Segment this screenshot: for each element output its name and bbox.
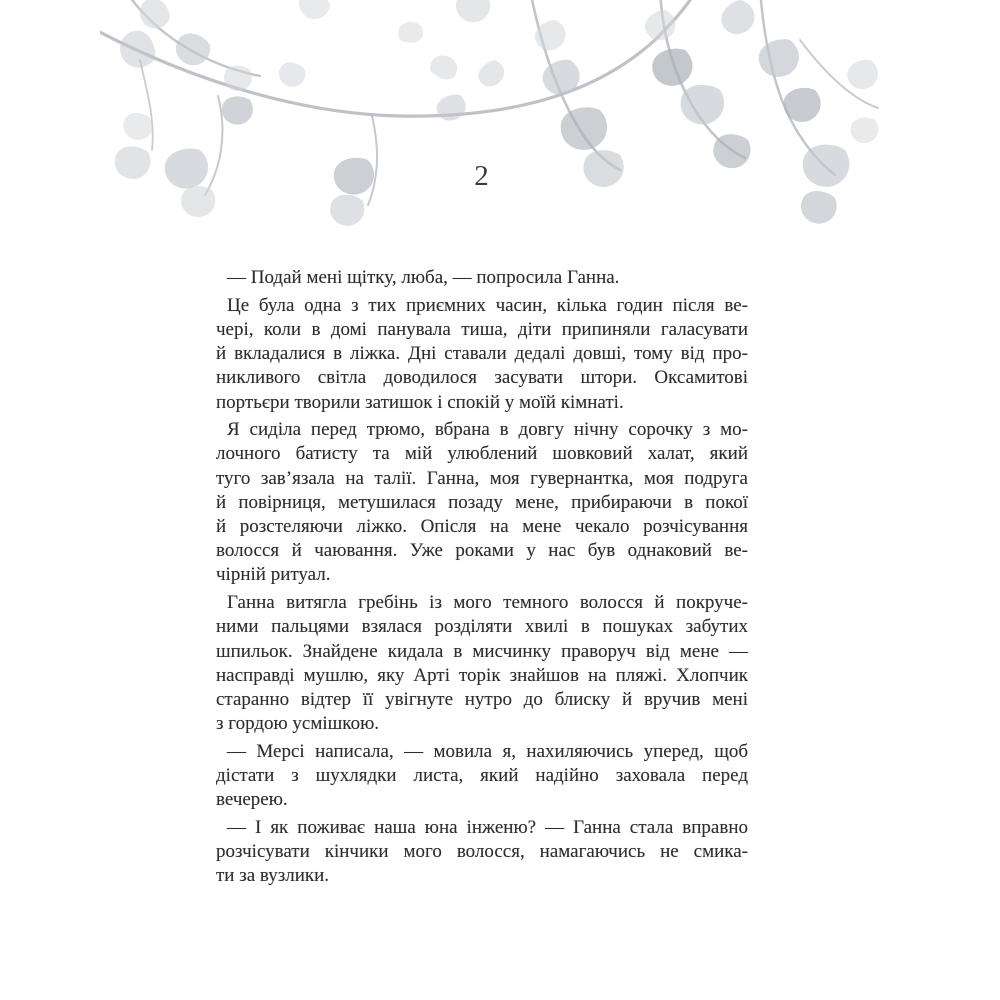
text-line: туго зав’язала на талії. Ганна, моя гувернантка, моя подруга: [216, 467, 748, 489]
text-line: й повірниця, метушилася позаду мене, прибираючи в покої: [216, 491, 748, 513]
text-line: чірній ритуал.: [216, 564, 331, 586]
text-line: старанно відтер її увігнуте нутро до блиску й вручив мені: [216, 688, 748, 710]
text-line: портьєри творили затишок і спокій у моїй кімнаті.: [216, 391, 624, 413]
chapter-number: 2: [474, 160, 490, 192]
paragraph: [216, 740, 748, 813]
text-line: ти за вузлики.: [216, 865, 330, 887]
text-line: шпильок. Знайдене кидала в мисчинку праворуч від мене —: [216, 640, 748, 662]
paragraph: [216, 816, 748, 889]
text-line: волосся й чаювання. Уже роками у нас був однаковий ве-: [216, 540, 748, 562]
paragraph: [216, 591, 748, 736]
text-line: розчісувати кінчики мого волосся, намагаючись не смика-: [216, 841, 748, 863]
text-line: вечерею.: [216, 789, 288, 811]
text-line: ними пальцями взялася розділяти хвилі в пошуках забутих: [216, 616, 748, 638]
text-line: лочного батисту та мій улюблений шовковий халат, який: [216, 443, 748, 465]
text-line: Я сиділа перед трюмо, вбрана в довгу нічну сорочку з мо-: [227, 419, 748, 441]
text-line: — Подай мені щітку, люба, — попросила Ганна.: [227, 267, 620, 288]
text-line: — Мерсі написала, — мовила я, нахиляючись уперед, щоб: [227, 740, 748, 762]
text-line: — І як поживає наша юна інженю? — Ганна стала вправно: [227, 816, 748, 838]
text-line: насправді мушлю, яку Арті торік знайшов на пляжі. Хлопчик: [216, 664, 748, 686]
body-text: [216, 266, 748, 892]
text-line: Це була одна з тих приємних часин, кілька годин після ве-: [227, 294, 748, 316]
paragraph: [216, 418, 748, 587]
text-line: Ганна витягла гребінь із мого темного волосся й покруче-: [227, 592, 748, 614]
watercolor-leaf-branch-illustration: [100, 0, 880, 235]
text-line: й розстеляючи ліжко. Опісля на мене чекало розчісування: [216, 516, 748, 538]
text-line: никливого світла доводилося засувати штори. Оксамитові: [216, 367, 748, 389]
paragraph: [216, 294, 748, 415]
paragraph: [216, 266, 748, 290]
text-line: й вкладалися в ліжка. Дні ставали дедалі довші, тому від про-: [216, 343, 748, 365]
text-line: з гордою усмішкою.: [216, 713, 380, 735]
text-line: дістати з шухлядки листа, який надійно заховала перед: [216, 765, 748, 787]
text-line: чері, коли в домі панувала тиша, діти припиняли галасувати: [216, 318, 748, 340]
